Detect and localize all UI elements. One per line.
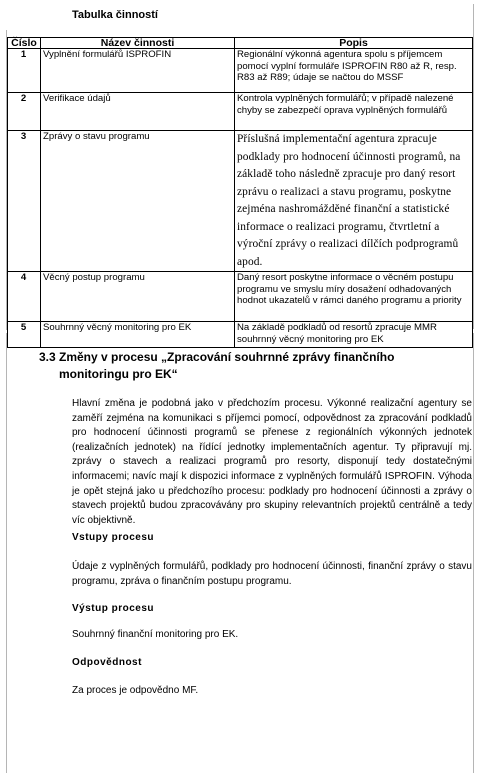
section-heading (39, 349, 459, 383)
responsibility-heading: Odpovědnost (72, 657, 142, 668)
header-number: Číslo (8, 38, 41, 49)
table-row (8, 272, 473, 322)
row-activity-name: Zprávy o stavu programu (41, 131, 235, 272)
row-description: Příslušná implementační agentura zpracuje podklady pro hodnocení účinnosti programů, na základě toho následně zpracuje pro daný resort zprávu o realizaci a stavu programu, poskytne zejména nashromážděné finanční a statistické informace o realizaci programu, čtvrtletní a výroční zprávy o realizaci dílčích podprogramů apod. (235, 131, 473, 272)
header-description: Popis (235, 38, 473, 49)
page-border-left-lower (6, 333, 7, 773)
inputs-heading: Vstupy procesu (72, 532, 155, 543)
page-border-right (473, 4, 474, 329)
table-row (8, 93, 473, 131)
row-number: 1 (8, 49, 41, 93)
section-title-line2: monitoringu pro EK“ (59, 367, 178, 381)
inputs-paragraph: Údaje z vyplněných formulářů, podklady pro hodnocení účinnosti, finanční zprávy o stavu programu, zpráva o finančním postupu programu. (72, 561, 472, 587)
table-header-row (8, 38, 473, 49)
row-activity-name: Souhrnný věcný monitoring pro EK (41, 322, 235, 348)
section-title-line1: Změny v procesu „Zpracování souhrnné zprávy finančního (59, 350, 395, 364)
output-heading: Výstup procesu (72, 603, 155, 614)
row-number: 3 (8, 131, 41, 272)
table-title: Tabulka činností (72, 9, 158, 21)
row-number: 2 (8, 93, 41, 131)
section-intro-paragraph: Hlavní změna je podobná jako v předchozím procesu. Výkonné realizační agentury se zaměří zejména na komunikaci s příjemci pomocí, odpovědnost za zpracování podkladů pro hodnocení účinnosti programů se přenese z regionálních výkonných jednotek (realizačních jednotek) na řídící jednotky implementačních agentur. Ty připravují mj. zprávy o stavech a realizaci programů pro resorty, disponují tedy dostatečnými informacemi; navíc mají k dispozici informace z vyplněných formulářů ISPROFIN. Výhoda je opět stejná jako u předchozího procesu: podklady pro hodnocení účinnosti a zprávy o stavech projektů budou zpracovávány pro skupiny relevantních projektů centrálně a tedy víc objektivně. (72, 398, 472, 526)
responsibility-paragraph: Za proces je odpovědno MF. (72, 685, 199, 696)
table-row (8, 322, 473, 348)
row-activity-name: Věcný postup programu (41, 272, 235, 322)
row-description: Kontrola vyplněných formulářů; v případě nalezené chyby se zabezpečí oprava vyplněných formulářů (235, 93, 473, 131)
table-row (8, 49, 473, 93)
row-number: 5 (8, 322, 41, 348)
page-border-right-lower (473, 333, 474, 773)
row-activity-name: Verifikace údajů (41, 93, 235, 131)
table-row (8, 131, 473, 272)
row-description: Daný resort poskytne informace o věcném postupu programu ve smyslu míry dosažení odhadovaných hodnot ukazatelů v rámci daného programu a priority (235, 272, 473, 322)
section-number: 3.3 (39, 350, 56, 364)
activities-table (7, 37, 473, 348)
row-activity-name: Vyplnění formulářů ISPROFIN (41, 49, 235, 93)
row-description: Regionální výkonná agentura spolu s příjemcem pomocí vyplní formuláře ISPROFIN R80 až R, resp. R83 až R89; údaje se načtou do MSSF (235, 49, 473, 93)
header-activity-name: Název činnosti (41, 38, 235, 49)
row-number: 4 (8, 272, 41, 322)
output-paragraph: Souhrnný finanční monitoring pro EK. (72, 629, 239, 640)
row-description: Na základě podkladů od resortů zpracuje MMR souhrnný věcný monitoring pro EK (235, 322, 473, 348)
